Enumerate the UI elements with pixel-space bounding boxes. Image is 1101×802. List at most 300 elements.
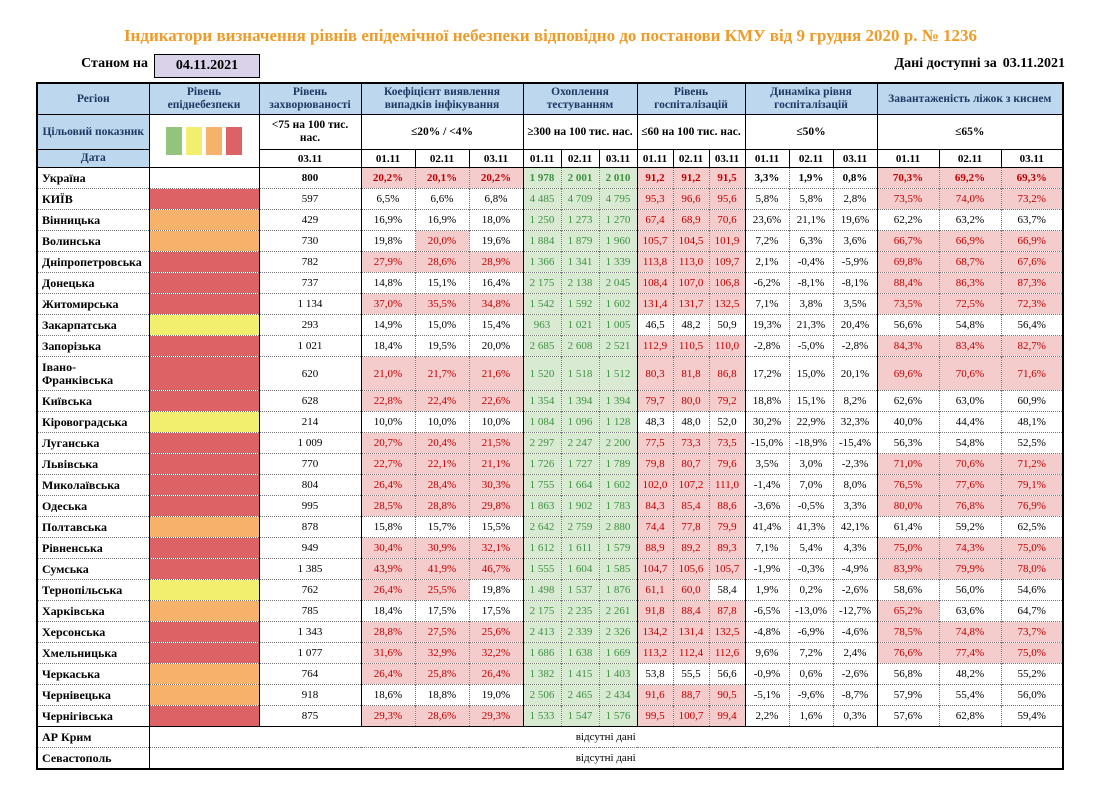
hospitalization-dynamics-cell: 9,6% — [745, 643, 789, 664]
testing-coverage-cell: 1 960 — [599, 231, 637, 252]
epi-legend-swatches — [152, 127, 257, 155]
detection-coef-cell: 28,6% — [415, 252, 469, 273]
table-row — [37, 601, 1063, 622]
hospitalization-dynamics-cell: 0,3% — [833, 706, 877, 727]
epi-level-cell — [149, 189, 259, 210]
hospitalization-dynamics-cell: -8,1% — [833, 273, 877, 294]
table-row — [37, 664, 1063, 685]
data-available-note — [895, 56, 1065, 72]
date-col: 03.11 — [1001, 150, 1063, 168]
date-col: 02.11 — [415, 150, 469, 168]
oxygen-beds-cell: 72,5% — [939, 294, 1001, 315]
hospitalization-level-cell: 89,3 — [709, 538, 745, 559]
detection-coef-cell: 6,5% — [361, 189, 415, 210]
hospitalization-dynamics-cell: 5,4% — [789, 538, 833, 559]
region-name-cell: АР Крим — [37, 727, 149, 748]
legend-swatch-yellow — [186, 127, 202, 155]
hospitalization-level-cell: 48,0 — [673, 412, 709, 433]
hospitalization-dynamics-cell: 2,1% — [745, 252, 789, 273]
incidence-value-cell: 764 — [259, 664, 361, 685]
detection-coef-cell: 19,8% — [361, 231, 415, 252]
incidence-value-cell: 429 — [259, 210, 361, 231]
hospitalization-level-cell: 108,4 — [637, 273, 673, 294]
detection-coef-cell: 15,7% — [415, 517, 469, 538]
incidence-value-cell: 214 — [259, 412, 361, 433]
testing-coverage-cell: 1 382 — [523, 664, 561, 685]
region-name-cell: Севастополь — [37, 748, 149, 770]
detection-coef-cell: 28,9% — [469, 252, 523, 273]
table-row — [37, 315, 1063, 336]
hospitalization-level-cell: 111,0 — [709, 475, 745, 496]
date-col: 01.11 — [637, 150, 673, 168]
testing-coverage-cell: 1 611 — [561, 538, 599, 559]
hospitalization-level-cell: 77,5 — [637, 433, 673, 454]
date-col: 03.11 — [599, 150, 637, 168]
incidence-value-cell: 995 — [259, 496, 361, 517]
hospitalization-dynamics-cell: -3,6% — [745, 496, 789, 517]
detection-coef-cell: 14,8% — [361, 273, 415, 294]
testing-coverage-cell: 2 521 — [599, 336, 637, 357]
incidence-value-cell: 785 — [259, 601, 361, 622]
hospitalization-dynamics-cell: 7,1% — [745, 538, 789, 559]
region-name-cell: Вінницька — [37, 210, 149, 231]
testing-coverage-cell: 4 795 — [599, 189, 637, 210]
testing-coverage-cell: 2 010 — [599, 168, 637, 189]
region-name-cell: Житомирська — [37, 294, 149, 315]
table-row — [37, 273, 1063, 294]
epi-level-cell — [149, 336, 259, 357]
detection-coef-cell: 30,4% — [361, 538, 415, 559]
date-col: 02.11 — [673, 150, 709, 168]
epi-level-legend — [149, 115, 259, 168]
testing-coverage-cell: 1 005 — [599, 315, 637, 336]
testing-coverage-cell: 1 498 — [523, 580, 561, 601]
hospitalization-dynamics-cell: 0,6% — [789, 664, 833, 685]
testing-coverage-cell: 1 084 — [523, 412, 561, 433]
detection-coef-cell: 22,7% — [361, 454, 415, 475]
detection-coef-cell: 15,5% — [469, 517, 523, 538]
hospitalization-level-cell: 99,4 — [709, 706, 745, 727]
hospitalization-level-cell: 81,8 — [673, 357, 709, 391]
date-col: 01.11 — [523, 150, 561, 168]
hospitalization-dynamics-cell: 3,5% — [833, 294, 877, 315]
page-title: Індикатори визначення рівнів епідемічної небезпеки відповідно до постанови КМУ від 9 грудня 2020 р. № 1236 — [123, 26, 978, 45]
epi-level-cell — [149, 433, 259, 454]
hospitalization-dynamics-cell: 3,3% — [745, 168, 789, 189]
hospitalization-level-cell: 91,8 — [637, 601, 673, 622]
table-row — [37, 559, 1063, 580]
hospitalization-dynamics-cell: -5,1% — [745, 685, 789, 706]
region-name-cell: Донецька — [37, 273, 149, 294]
hospitalization-level-cell: 53,8 — [637, 664, 673, 685]
detection-coef-cell: 16,9% — [361, 210, 415, 231]
hospitalization-level-cell: 67,4 — [637, 210, 673, 231]
hospitalization-level-cell: 132,5 — [709, 294, 745, 315]
table-row — [37, 517, 1063, 538]
hospitalization-dynamics-cell: -6,9% — [789, 622, 833, 643]
hospitalization-dynamics-cell: 42,1% — [833, 517, 877, 538]
testing-coverage-cell: 2 608 — [561, 336, 599, 357]
hospitalization-dynamics-cell: 15,1% — [789, 391, 833, 412]
testing-coverage-cell: 1 902 — [561, 496, 599, 517]
detection-coef-cell: 19,8% — [469, 580, 523, 601]
oxygen-beds-cell: 61,4% — [877, 517, 939, 538]
hospitalization-level-cell: 112,6 — [709, 643, 745, 664]
detection-coef-cell: 15,8% — [361, 517, 415, 538]
epi-level-cell — [149, 517, 259, 538]
testing-coverage-cell: 2 001 — [561, 168, 599, 189]
header-date: Дата — [37, 150, 149, 168]
oxygen-beds-cell: 56,0% — [1001, 685, 1063, 706]
detection-coef-cell: 17,5% — [415, 601, 469, 622]
testing-coverage-cell: 2 297 — [523, 433, 561, 454]
epi-level-cell — [149, 643, 259, 664]
oxygen-beds-cell: 40,0% — [877, 412, 939, 433]
hospitalization-level-cell: 104,7 — [637, 559, 673, 580]
hospitalization-level-cell: 70,6 — [709, 210, 745, 231]
hospitalization-level-cell: 48,3 — [637, 412, 673, 433]
testing-coverage-cell: 1 978 — [523, 168, 561, 189]
testing-coverage-cell: 1 520 — [523, 357, 561, 391]
hospitalization-level-cell: 105,7 — [709, 559, 745, 580]
detection-coef-cell: 41,9% — [415, 559, 469, 580]
detection-coef-cell: 29,3% — [361, 706, 415, 727]
hospitalization-dynamics-cell: -9,6% — [789, 685, 833, 706]
oxygen-beds-cell: 62,5% — [1001, 517, 1063, 538]
oxygen-beds-cell: 59,4% — [1001, 706, 1063, 727]
oxygen-beds-cell: 63,7% — [1001, 210, 1063, 231]
hospitalization-level-cell: 58,4 — [709, 580, 745, 601]
incidence-value-cell: 1 021 — [259, 336, 361, 357]
detection-coef-cell: 20,2% — [361, 168, 415, 189]
region-name-cell: Україна — [37, 168, 149, 189]
oxygen-beds-cell: 72,3% — [1001, 294, 1063, 315]
region-name-cell: Одеська — [37, 496, 149, 517]
hospitalization-level-cell: 90,5 — [709, 685, 745, 706]
testing-coverage-cell: 2 465 — [561, 685, 599, 706]
oxygen-beds-cell: 71,2% — [1001, 454, 1063, 475]
detection-coef-cell: 25,6% — [469, 622, 523, 643]
hospitalization-level-cell: 61,1 — [637, 580, 673, 601]
hospitalization-level-cell: 112,4 — [673, 643, 709, 664]
detection-coef-cell: 46,7% — [469, 559, 523, 580]
region-name-cell: Волинська — [37, 231, 149, 252]
hospitalization-dynamics-cell: 5,8% — [789, 189, 833, 210]
hospitalization-level-cell: 80,7 — [673, 454, 709, 475]
testing-coverage-cell: 1 789 — [599, 454, 637, 475]
oxygen-beds-cell: 59,2% — [939, 517, 1001, 538]
testing-coverage-cell: 1 686 — [523, 643, 561, 664]
epi-level-cell — [149, 706, 259, 727]
testing-coverage-cell: 1 339 — [599, 252, 637, 273]
detection-coef-cell: 34,8% — [469, 294, 523, 315]
detection-coef-cell: 19,0% — [469, 685, 523, 706]
data-available-date: 03.11.2021 — [1002, 56, 1065, 71]
hospitalization-level-cell: 104,5 — [673, 231, 709, 252]
testing-coverage-cell: 2 045 — [599, 273, 637, 294]
hospitalization-dynamics-cell: 19,6% — [833, 210, 877, 231]
hospitalization-dynamics-cell: 2,2% — [745, 706, 789, 727]
hospitalization-dynamics-cell: 41,4% — [745, 517, 789, 538]
hospitalization-dynamics-cell: 1,9% — [745, 580, 789, 601]
oxygen-beds-cell: 71,6% — [1001, 357, 1063, 391]
hospitalization-dynamics-cell: -0,9% — [745, 664, 789, 685]
hospitalization-dynamics-cell: -1,4% — [745, 475, 789, 496]
oxygen-beds-cell: 48,2% — [939, 664, 1001, 685]
oxygen-beds-cell: 68,7% — [939, 252, 1001, 273]
detection-coef-cell: 20,0% — [415, 231, 469, 252]
detection-coef-cell: 21,5% — [469, 433, 523, 454]
detection-coef-cell: 20,4% — [415, 433, 469, 454]
table-row — [37, 433, 1063, 454]
header-hospitalization-dynamics: Динаміка рівня госпіталізацій — [745, 83, 877, 115]
epi-level-cell — [149, 252, 259, 273]
hospitalization-dynamics-cell: 3,8% — [789, 294, 833, 315]
testing-coverage-cell: 1 537 — [561, 580, 599, 601]
table-row — [37, 706, 1063, 727]
testing-coverage-cell: 1 512 — [599, 357, 637, 391]
oxygen-beds-cell: 76,8% — [939, 496, 1001, 517]
detection-coef-cell: 6,6% — [415, 189, 469, 210]
oxygen-beds-cell: 78,0% — [1001, 559, 1063, 580]
detection-coef-cell: 30,3% — [469, 475, 523, 496]
hospitalization-dynamics-cell: -1,9% — [745, 559, 789, 580]
incidence-value-cell: 1 077 — [259, 643, 361, 664]
region-name-cell: Рівненська — [37, 538, 149, 559]
incidence-value-cell: 875 — [259, 706, 361, 727]
hospitalization-level-cell: 89,2 — [673, 538, 709, 559]
incidence-value-cell: 737 — [259, 273, 361, 294]
testing-coverage-cell: 2 175 — [523, 273, 561, 294]
detection-coef-cell: 29,8% — [469, 496, 523, 517]
testing-coverage-cell: 1 403 — [599, 664, 637, 685]
testing-coverage-cell: 1 863 — [523, 496, 561, 517]
detection-coef-cell: 21,0% — [361, 357, 415, 391]
testing-coverage-cell: 1 884 — [523, 231, 561, 252]
table-row — [37, 189, 1063, 210]
header-detection-coef: Коефіцієнт виявлення випадків інфікування — [361, 83, 523, 115]
testing-coverage-cell: 2 339 — [561, 622, 599, 643]
epi-level-cell — [149, 357, 259, 391]
detection-coef-cell: 17,5% — [469, 601, 523, 622]
date-col: 03.11 — [259, 150, 361, 168]
detection-coef-cell: 26,4% — [361, 664, 415, 685]
oxygen-beds-cell: 73,5% — [877, 294, 939, 315]
oxygen-beds-cell: 69,6% — [877, 357, 939, 391]
detection-coef-cell: 28,5% — [361, 496, 415, 517]
hospitalization-level-cell: 55,5 — [673, 664, 709, 685]
detection-coef-cell: 6,8% — [469, 189, 523, 210]
date-col: 03.11 — [469, 150, 523, 168]
hospitalization-level-cell: 102,0 — [637, 475, 673, 496]
region-name-cell: Чернівецька — [37, 685, 149, 706]
hospitalization-level-cell: 107,2 — [673, 475, 709, 496]
target-hospitalization-dynamics: ≤50% — [745, 115, 877, 150]
hospitalization-level-cell: 74,4 — [637, 517, 673, 538]
table-row — [37, 391, 1063, 412]
table-row — [37, 294, 1063, 315]
hospitalization-level-cell: 80,0 — [673, 391, 709, 412]
hospitalization-level-cell: 131,4 — [673, 622, 709, 643]
detection-coef-cell: 43,9% — [361, 559, 415, 580]
detection-coef-cell: 27,5% — [415, 622, 469, 643]
testing-coverage-cell: 1 542 — [523, 294, 561, 315]
hospitalization-dynamics-cell: 0,2% — [789, 580, 833, 601]
oxygen-beds-cell: 56,0% — [939, 580, 1001, 601]
table-row — [37, 210, 1063, 231]
legend-swatch-orange — [206, 127, 222, 155]
table-row — [37, 496, 1063, 517]
hospitalization-dynamics-cell: -6,2% — [745, 273, 789, 294]
hospitalization-dynamics-cell: 18,8% — [745, 391, 789, 412]
hospitalization-dynamics-cell: 22,9% — [789, 412, 833, 433]
hospitalization-dynamics-cell: -8,1% — [789, 273, 833, 294]
region-name-cell: Сумська — [37, 559, 149, 580]
oxygen-beds-cell: 69,3% — [1001, 168, 1063, 189]
no-data-cell: відсутні дані — [149, 748, 1063, 770]
date-col: 02.11 — [561, 150, 599, 168]
epi-level-cell — [149, 559, 259, 580]
date-col: 01.11 — [877, 150, 939, 168]
hospitalization-level-cell: 91,2 — [637, 168, 673, 189]
detection-coef-cell: 22,6% — [469, 391, 523, 412]
oxygen-beds-cell: 88,4% — [877, 273, 939, 294]
testing-coverage-cell: 1 394 — [561, 391, 599, 412]
hospitalization-dynamics-cell: 21,3% — [789, 315, 833, 336]
incidence-value-cell: 628 — [259, 391, 361, 412]
detection-coef-cell: 26,4% — [361, 580, 415, 601]
as-of-label: Станом на — [81, 56, 148, 71]
region-name-cell: Кіровоградська — [37, 412, 149, 433]
table-row — [37, 412, 1063, 433]
detection-coef-cell: 26,4% — [361, 475, 415, 496]
hospitalization-level-cell: 113,0 — [673, 252, 709, 273]
detection-coef-cell: 20,0% — [469, 336, 523, 357]
incidence-value-cell: 1 009 — [259, 433, 361, 454]
hospitalization-level-cell: 88,4 — [673, 601, 709, 622]
hospitalization-level-cell: 60,0 — [673, 580, 709, 601]
oxygen-beds-cell: 75,0% — [877, 538, 939, 559]
oxygen-beds-cell: 87,3% — [1001, 273, 1063, 294]
incidence-value-cell: 730 — [259, 231, 361, 252]
oxygen-beds-cell: 74,3% — [939, 538, 1001, 559]
oxygen-beds-cell: 54,8% — [939, 315, 1001, 336]
detection-coef-cell: 15,1% — [415, 273, 469, 294]
target-testing-coverage: ≥300 на 100 тис. нас. — [523, 115, 637, 150]
hospitalization-level-cell: 86,8 — [709, 357, 745, 391]
hospitalization-dynamics-cell: -2,6% — [833, 580, 877, 601]
hospitalization-level-cell: 79,2 — [709, 391, 745, 412]
oxygen-beds-cell: 54,8% — [939, 433, 1001, 454]
hospitalization-dynamics-cell: -8,7% — [833, 685, 877, 706]
testing-coverage-cell: 1 604 — [561, 559, 599, 580]
region-name-cell: Харківська — [37, 601, 149, 622]
region-name-cell: Львівська — [37, 454, 149, 475]
testing-coverage-cell: 1 602 — [599, 475, 637, 496]
detection-coef-cell: 30,9% — [415, 538, 469, 559]
oxygen-beds-cell: 56,3% — [877, 433, 939, 454]
detection-coef-cell: 21,1% — [469, 454, 523, 475]
oxygen-beds-cell: 74,0% — [939, 189, 1001, 210]
detection-coef-cell: 25,5% — [415, 580, 469, 601]
table-row — [37, 454, 1063, 475]
testing-coverage-cell: 1 394 — [599, 391, 637, 412]
hospitalization-level-cell: 113,8 — [637, 252, 673, 273]
hospitalization-dynamics-cell: 1,9% — [789, 168, 833, 189]
table-row — [37, 622, 1063, 643]
testing-coverage-cell: 1 415 — [561, 664, 599, 685]
header-region: Регіон — [37, 83, 149, 115]
incidence-value-cell: 949 — [259, 538, 361, 559]
hospitalization-level-cell: 101,9 — [709, 231, 745, 252]
hospitalization-dynamics-cell: 7,1% — [745, 294, 789, 315]
detection-coef-cell: 28,6% — [415, 706, 469, 727]
oxygen-beds-cell: 70,3% — [877, 168, 939, 189]
detection-coef-cell: 15,0% — [415, 315, 469, 336]
hospitalization-level-cell: 131,4 — [637, 294, 673, 315]
hospitalization-level-cell: 80,3 — [637, 357, 673, 391]
detection-coef-cell: 20,2% — [469, 168, 523, 189]
hospitalization-dynamics-cell: 8,0% — [833, 475, 877, 496]
testing-coverage-cell: 2 685 — [523, 336, 561, 357]
testing-coverage-cell: 1 270 — [599, 210, 637, 231]
hospitalization-dynamics-cell: 7,2% — [789, 643, 833, 664]
detection-coef-cell: 32,1% — [469, 538, 523, 559]
region-name-cell: КИЇВ — [37, 189, 149, 210]
date-col: 01.11 — [745, 150, 789, 168]
epi-level-cell — [149, 391, 259, 412]
hospitalization-dynamics-cell: 20,4% — [833, 315, 877, 336]
meta-row — [36, 54, 1065, 80]
epi-level-cell — [149, 580, 259, 601]
hospitalization-level-cell: 77,8 — [673, 517, 709, 538]
table-body — [37, 168, 1063, 770]
as-of-date-box: 04.11.2021 — [154, 54, 260, 78]
hospitalization-dynamics-cell: 3,3% — [833, 496, 877, 517]
oxygen-beds-cell: 66,9% — [1001, 231, 1063, 252]
testing-coverage-cell: 2 880 — [599, 517, 637, 538]
hospitalization-level-cell: 48,2 — [673, 315, 709, 336]
hospitalization-level-cell: 91,6 — [637, 685, 673, 706]
detection-coef-cell: 22,1% — [415, 454, 469, 475]
hospitalization-level-cell: 107,0 — [673, 273, 709, 294]
oxygen-beds-cell: 79,1% — [1001, 475, 1063, 496]
testing-coverage-cell: 1 341 — [561, 252, 599, 273]
oxygen-beds-cell: 67,6% — [1001, 252, 1063, 273]
region-name-cell: Миколаївська — [37, 475, 149, 496]
hospitalization-dynamics-cell: -12,7% — [833, 601, 877, 622]
report-page — [0, 26, 1101, 802]
oxygen-beds-cell: 83,9% — [877, 559, 939, 580]
hospitalization-dynamics-cell: 23,6% — [745, 210, 789, 231]
testing-coverage-cell: 1 585 — [599, 559, 637, 580]
hospitalization-level-cell: 110,0 — [709, 336, 745, 357]
legend-swatch-red — [226, 127, 242, 155]
testing-coverage-cell: 4 485 — [523, 189, 561, 210]
hospitalization-dynamics-cell: 21,1% — [789, 210, 833, 231]
table-row — [37, 336, 1063, 357]
oxygen-beds-cell: 62,6% — [877, 391, 939, 412]
oxygen-beds-cell: 57,9% — [877, 685, 939, 706]
detection-coef-cell: 10,0% — [469, 412, 523, 433]
testing-coverage-cell: 1 366 — [523, 252, 561, 273]
hospitalization-dynamics-cell: 6,3% — [789, 231, 833, 252]
hospitalization-level-cell: 106,8 — [709, 273, 745, 294]
header-epi-level: Рівень епіднебезпеки — [149, 83, 259, 115]
hospitalization-dynamics-cell: 32,3% — [833, 412, 877, 433]
oxygen-beds-cell: 56,8% — [877, 664, 939, 685]
oxygen-beds-cell: 73,7% — [1001, 622, 1063, 643]
